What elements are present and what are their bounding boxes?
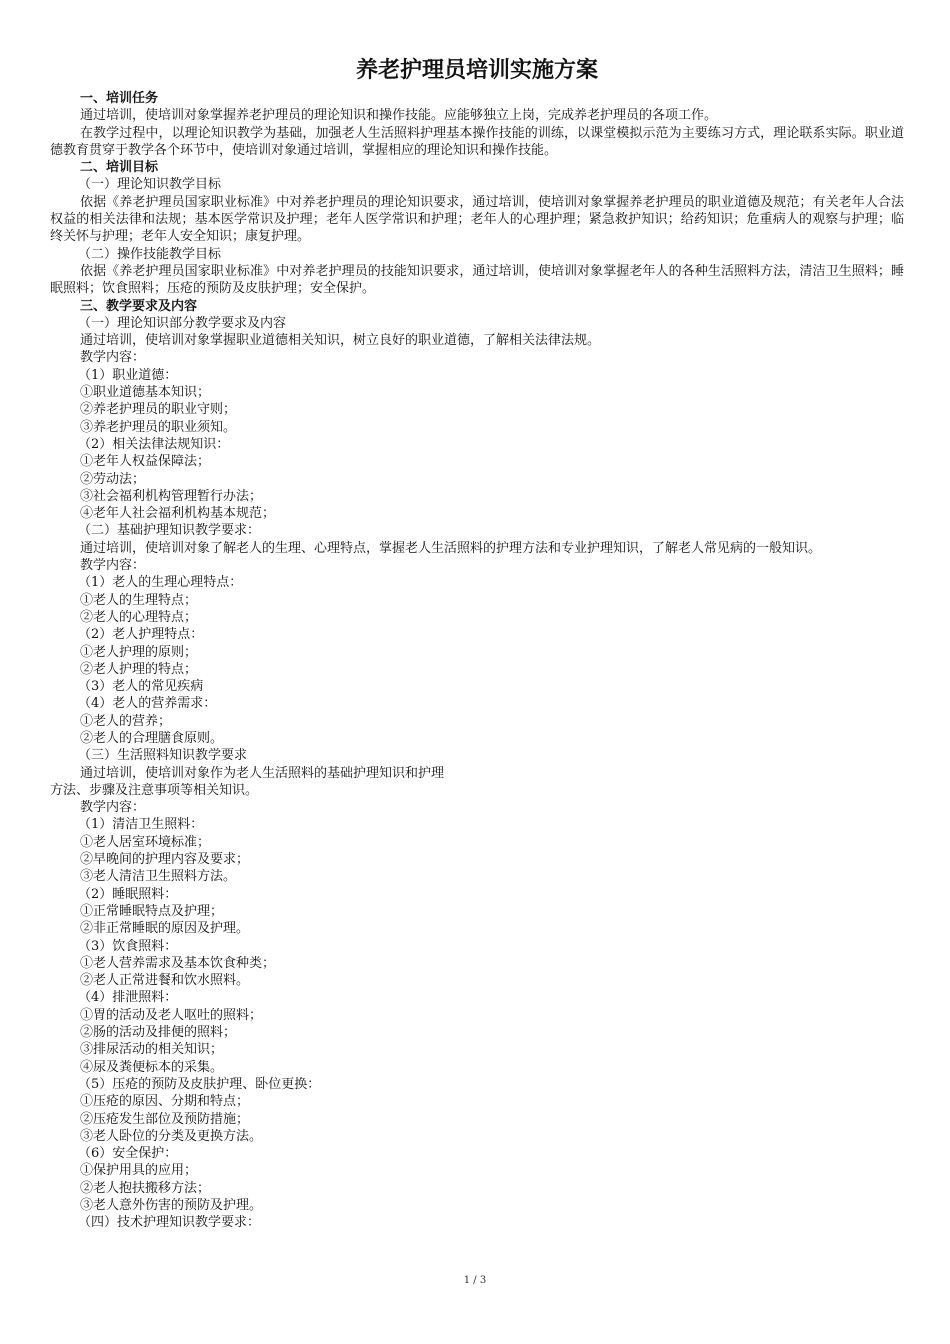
subheading: （2）睡眠照料：: [78, 886, 178, 902]
subheading: （4）老人的营养需求：: [78, 696, 217, 712]
subheading: （4）排泄照料：: [78, 990, 178, 1006]
list-item: ①老年人权益保障法；: [80, 454, 211, 470]
list-item: ②老人抱扶搬移方法；: [80, 1180, 211, 1196]
paragraph: 通过培训，使培训对象掌握养老护理员的理论知识和操作技能。应能够独立上岗，完成养老护理员的各项工作。: [80, 108, 718, 124]
list-item: ③养老护理员的职业须知。: [80, 419, 237, 435]
list-item: ③社会福利机构管理暂行办法；: [80, 488, 263, 504]
list-item: ①压疮的原因、分期和特点；: [80, 1094, 250, 1110]
subheading: （三）生活照料知识教学要求: [78, 748, 248, 764]
subheading: （二）操作技能教学目标: [78, 246, 222, 262]
subheading: （二）基础护理知识教学要求：: [78, 523, 261, 539]
list-item: ②压疮发生部位及预防措施；: [80, 1111, 250, 1127]
list-item: ②劳动法；: [80, 471, 146, 487]
subheading: （1）清洁卫生照料：: [78, 817, 204, 833]
document-title: 养老护理员培训实施方案: [355, 58, 598, 83]
paragraph: 通过培训，使培训对象作为老人生活照料的基础护理知识和护理: [80, 765, 445, 781]
list-item: 教学内容：: [80, 800, 146, 816]
list-item: ③老人清洁卫生照料方法。: [80, 869, 237, 885]
list-item: 教学内容：: [80, 350, 146, 366]
subheading: （一）理论知识部分教学要求及内容: [78, 315, 287, 331]
list-item: ①职业道德基本知识；: [80, 385, 211, 401]
list-item: ①保护用具的应用；: [80, 1163, 198, 1179]
paragraph: 依据《养老护理员国家职业标准》中对养老护理员的技能知识要求，通过培训，使培训对象掌握老年人的各种生活照料方法，清洁卫生照料；睡眠照料；饮食照料；压疮的预防及皮肤护理；安全保护。: [50, 263, 904, 297]
document-body: [50, 90, 904, 1232]
list-item: ③老人卧位的分类及更换方法。: [80, 1128, 263, 1144]
list-item: ①老人的营养；: [80, 713, 172, 729]
subheading: （1）职业道德：: [78, 367, 178, 383]
section-heading: 一、培训任务: [80, 91, 159, 106]
list-item: ②早晚间的护理内容及要求；: [80, 852, 250, 868]
list-item: ②老人正常进餐和饮水照料。: [80, 973, 250, 989]
subheading: （2）相关法律法规知识：: [78, 436, 230, 452]
list-item: ①老人营养需求及基本饮食种类；: [80, 955, 276, 971]
list-item: ②老人的心理特点；: [80, 609, 198, 625]
paragraph: 通过培训，使培训对象掌握职业道德相关知识，树立良好的职业道德，了解相关法律法规。: [80, 333, 601, 349]
list-item: ②肠的活动及排便的照料；: [80, 1025, 237, 1041]
list-item: ①老人护理的原则；: [80, 644, 198, 660]
subheading: （5）压疮的预防及皮肤护理、卧位更换：: [78, 1076, 321, 1092]
subheading: （1）老人的生理心理特点：: [78, 575, 243, 591]
subheading: （四）技术护理知识教学要求：: [78, 1215, 261, 1231]
paragraph: 在教学过程中，以理论知识教学为基础，加强老人生活照料护理基本操作技能的训练，以课堂模拟示范为主要练习方式，理论联系实际。职业道德教育贯穿于教学各个环节中，使培训对象通过培训，掌握相应的理论知识和操作技能。: [50, 125, 904, 158]
list-item: ②老人的合理膳食原则。: [80, 730, 224, 746]
list-item: ②非正常睡眠的原因及护理。: [80, 921, 250, 937]
list-item: ④尿及粪便标本的采集。: [80, 1059, 224, 1075]
subheading: （6）安全保护：: [78, 1146, 178, 1162]
page-number: 1 / 3: [463, 1275, 487, 1286]
list-item: ④老年人社会福利机构基本规范；: [80, 506, 276, 522]
paragraph: 通过培训，使培训对象了解老人的生理、心理特点，掌握老人生活照料的护理方法和专业护理知识，了解老人常见病的一般知识。: [80, 540, 822, 556]
list-item: ②养老护理员的职业守则；: [80, 402, 237, 418]
subheading: （3）老人的常见疾病: [78, 679, 204, 695]
paragraph-continuation: 方法、步骤及注意事项等相关知识。: [50, 782, 259, 798]
list-item: ①老人居室环境标准；: [80, 834, 211, 850]
paragraph: 依据《养老护理员国家职业标准》中对养老护理员的理论知识要求，通过培训，使培训对象掌握养老护理员的职业道德及规范；有关老年人合法权益的相关法律和法规；基本医学常识及护理；老年人医学常识和护理；老年人的心理护理；紧急救护知识；给药知识；危重病人的观察与护理；临终关怀与护理；老年人安全知识；康复护理。: [50, 194, 904, 245]
list-item: ③排尿活动的相关知识；: [80, 1042, 224, 1058]
subheading: （3）饮食照料：: [78, 938, 178, 954]
list-item: ①老人的生理特点；: [80, 592, 198, 608]
list-item: ①胃的活动及老人呕吐的照料；: [80, 1007, 263, 1023]
list-item: ③老人意外伤害的预防及护理。: [80, 1198, 263, 1213]
subheading: （一）理论知识教学目标: [78, 177, 222, 193]
list-item: ②老人护理的特点；: [80, 661, 198, 677]
subheading: （2）老人护理特点：: [78, 627, 204, 643]
list-item: ①正常睡眠特点及护理；: [80, 903, 224, 919]
section-heading: 二、培训目标: [80, 160, 159, 176]
list-item: 教学内容：: [80, 558, 146, 574]
section-heading: 三、教学要求及内容: [80, 298, 198, 314]
